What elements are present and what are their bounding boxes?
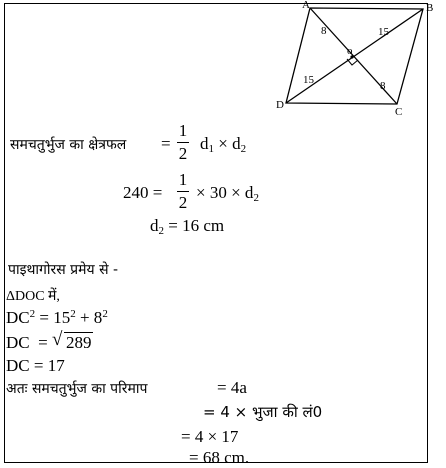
perimeter-label: अतः समचतुर्भुज का परिमाप [6,381,148,397]
area-label: समचतुर्भुज का क्षेत्रफल [10,137,127,153]
segment-label-ob: 15 [378,26,389,38]
vertex-label-d: D [276,99,284,111]
perimeter-r1: = 4a [217,378,247,397]
vertex-label-b: B [426,2,434,14]
area-frac-num: 1 [178,121,188,140]
area-fraction [177,122,189,163]
area-rhs: $d_1 \times d_2$ [200,134,247,155]
step2-fraction: 1 2 [178,170,188,212]
pyth-line2: DC = √ 289 [6,329,92,352]
step2-lhs: 240 = [123,183,163,202]
step3: $d_2 = 16$ cm [150,216,225,237]
center-label-o: o [347,45,353,57]
vertex-label-a: A [302,0,310,11]
segment-label-do: 15 [303,74,314,86]
area-eq: = [161,134,171,153]
perimeter-r3: = 4 × 17 [181,427,239,446]
pyth-line3: DC = 17 [6,356,65,375]
perimeter-r2: = 4 × भुजा की लं0 [203,403,323,421]
perimeter-r4: = 68 cm. [189,448,250,467]
pyth-line1: $DC^2 = 15^2 + 8^2$ [6,308,108,327]
area-frac-den: 2 [178,144,188,163]
sqrt-289: √ 289 [51,329,92,352]
pyth-triangle: ΔDOC में, [6,289,60,304]
pyth-heading: पाइथागोरस प्रमेय से - [8,262,119,278]
segment-label-oc: 8 [380,80,386,92]
segment-label-ao: 8 [321,25,327,37]
step2-rhs: × $30 \times d_2$ [196,183,259,204]
vertex-label-c: C [395,106,403,118]
rhombus-figure [0,0,446,130]
